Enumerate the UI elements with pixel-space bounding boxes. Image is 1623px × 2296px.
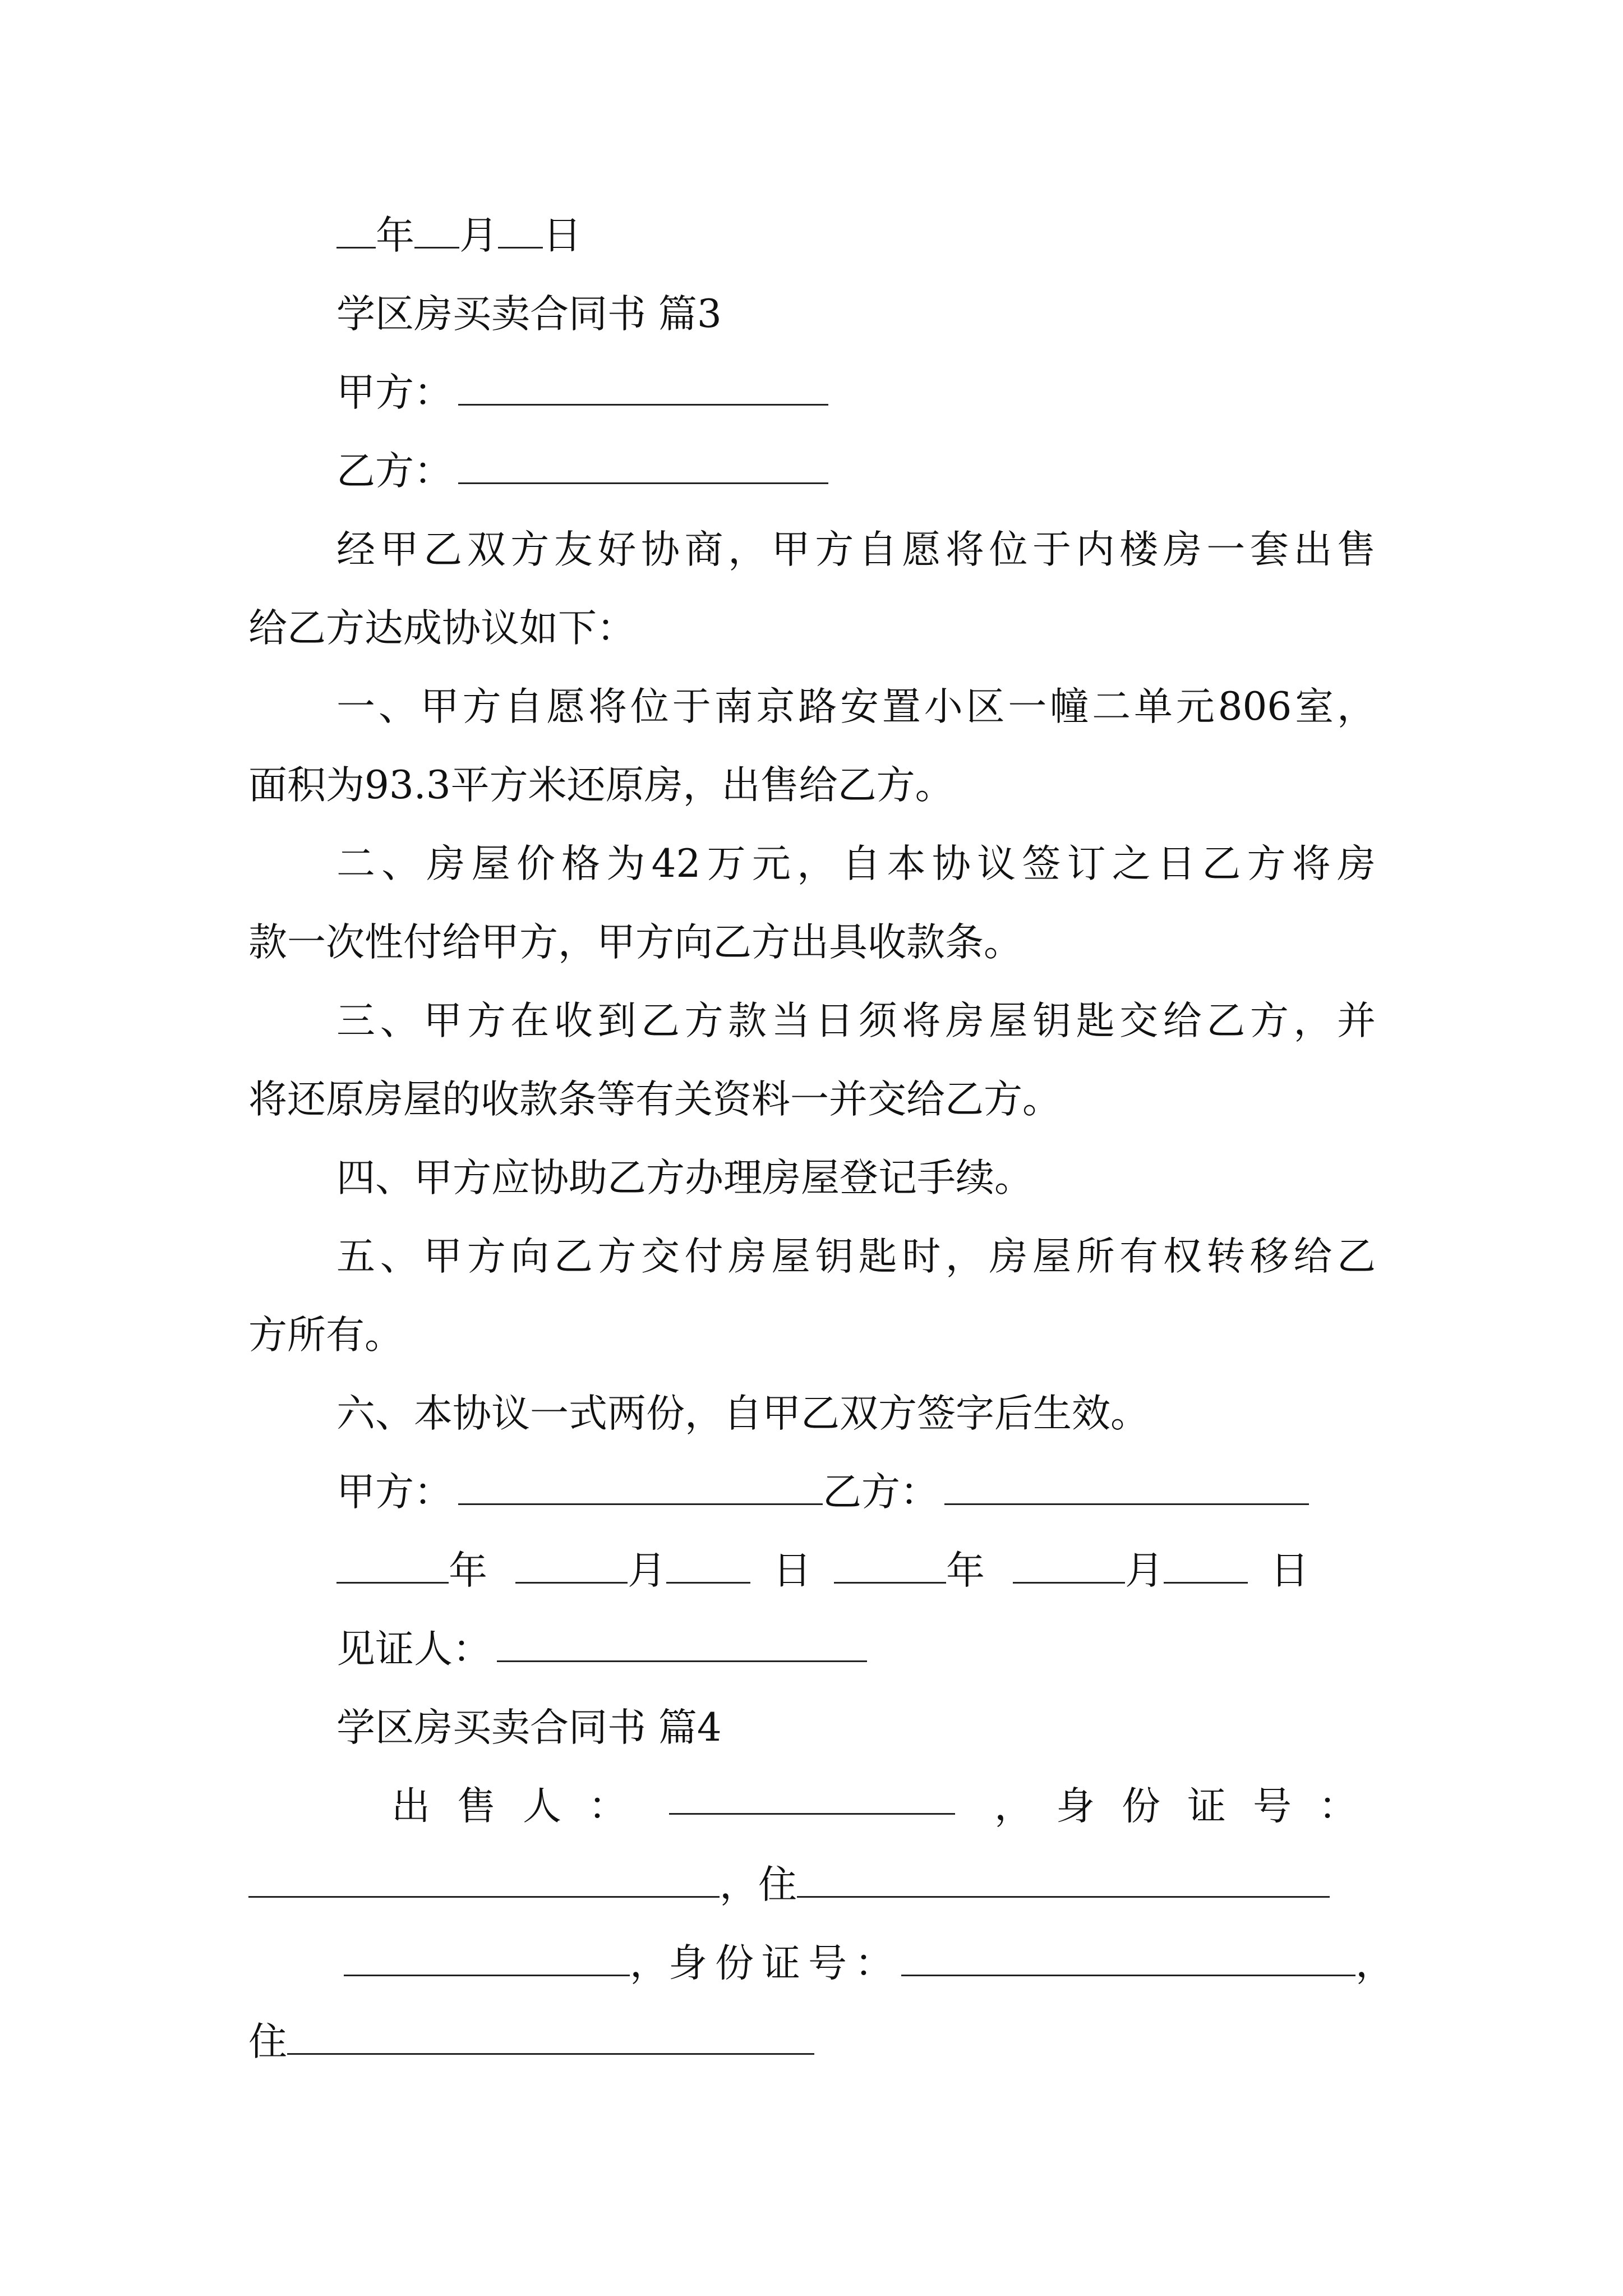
id-label: 身份证号： — [668, 1941, 901, 1986]
day-label: 日 — [543, 213, 582, 258]
section4-heading: 学区房买卖合同书 篇4 — [336, 1705, 722, 1750]
blank — [834, 1547, 946, 1584]
clause5-line-1: 五、甲方向乙方交付房屋钥匙时，房屋所有权转移给乙 — [336, 1234, 1376, 1279]
blank — [414, 212, 459, 249]
buyer-line — [248, 1935, 1394, 1991]
blank — [666, 1547, 750, 1584]
comma: ， — [720, 1862, 758, 1907]
clause5-line-2: 方所有。 — [248, 1313, 403, 1358]
id-label: 身份证号： — [1056, 1784, 1384, 1829]
clause2-line-2: 款一次性付给甲方，甲方向乙方出具收款条。 — [248, 920, 1022, 965]
section3-heading: 学区房买卖合同书 篇3 — [336, 292, 722, 337]
year-label: 年 — [449, 1548, 487, 1593]
blank — [1164, 1547, 1248, 1584]
blank — [515, 1547, 628, 1584]
comma: ， — [630, 1941, 668, 1986]
clause3-line-1: 三、甲方在收到乙方款当日须将房屋钥匙交给乙方，并 — [336, 999, 1376, 1043]
clause6: 六、本协议一式两份，自甲乙双方签字后生效。 — [336, 1391, 1149, 1436]
intro-line-2: 给乙方达成协议如下： — [248, 606, 635, 651]
day-label: 日 — [1270, 1548, 1309, 1593]
buyer-residence-line — [248, 2014, 1376, 2070]
month-label: 月 — [459, 213, 498, 258]
party-a-blank — [458, 369, 828, 406]
year-label: 年 — [376, 213, 414, 258]
signature-date-line — [248, 1543, 1376, 1599]
id-blank — [248, 1861, 720, 1898]
clause4: 四、甲方应协助乙方办理房屋登记手续。 — [336, 1156, 1033, 1200]
blank — [336, 212, 376, 249]
buyer-blank — [344, 1940, 630, 1976]
blank — [336, 1547, 449, 1584]
residence-label: 住 — [758, 1862, 797, 1907]
witness-label: 见证人： — [336, 1627, 491, 1672]
date-line — [248, 208, 1376, 264]
seller-id-line — [248, 1857, 1376, 1913]
signature-line — [248, 1464, 1376, 1520]
party-a-line — [248, 365, 1376, 421]
party-b-line — [248, 443, 1376, 499]
witness-line — [248, 1621, 1376, 1677]
intro-line-1: 经甲乙双方友好协商，甲方自愿将位于内楼房一套出售 — [336, 527, 1376, 572]
month-label: 月 — [1125, 1548, 1164, 1593]
seller-blank — [669, 1778, 955, 1815]
party-b-blank — [458, 448, 828, 484]
sign-a-blank — [458, 1469, 823, 1505]
party-b-label: 乙方： — [336, 449, 453, 494]
comma: ， — [994, 1784, 1033, 1829]
sign-b-blank — [944, 1469, 1309, 1505]
clause1-line-2: 面积为93.3平方米还原房，出售给乙方。 — [248, 763, 954, 808]
residence-blank — [287, 2018, 814, 2055]
year-label: 年 — [946, 1548, 985, 1593]
witness-blank — [497, 1626, 867, 1662]
blank — [498, 212, 543, 249]
clause1-line-1: 一、甲方自愿将位于南京路安置小区一幢二单元806室， — [336, 684, 1376, 729]
blank — [1013, 1547, 1125, 1584]
id-blank — [901, 1940, 1355, 1976]
seller-line — [248, 1778, 1384, 1834]
residence-label: 住 — [248, 2019, 287, 2064]
residence-blank — [797, 1861, 1330, 1898]
party-a-label: 甲方： — [336, 370, 453, 415]
clause2-line-1: 二、房屋价格为42万元，自本协议签订之日乙方将房 — [336, 841, 1376, 886]
day-label: 日 — [773, 1548, 811, 1593]
sign-b-label: 乙方： — [823, 1470, 939, 1515]
comma: ， — [1355, 1941, 1394, 1986]
month-label: 月 — [628, 1548, 666, 1593]
seller-label: 出售人： — [391, 1784, 654, 1829]
sign-a-label: 甲方： — [336, 1470, 453, 1515]
clause3-line-2: 将还原房屋的收款条等有关资料一并交给乙方。 — [248, 1077, 1061, 1122]
